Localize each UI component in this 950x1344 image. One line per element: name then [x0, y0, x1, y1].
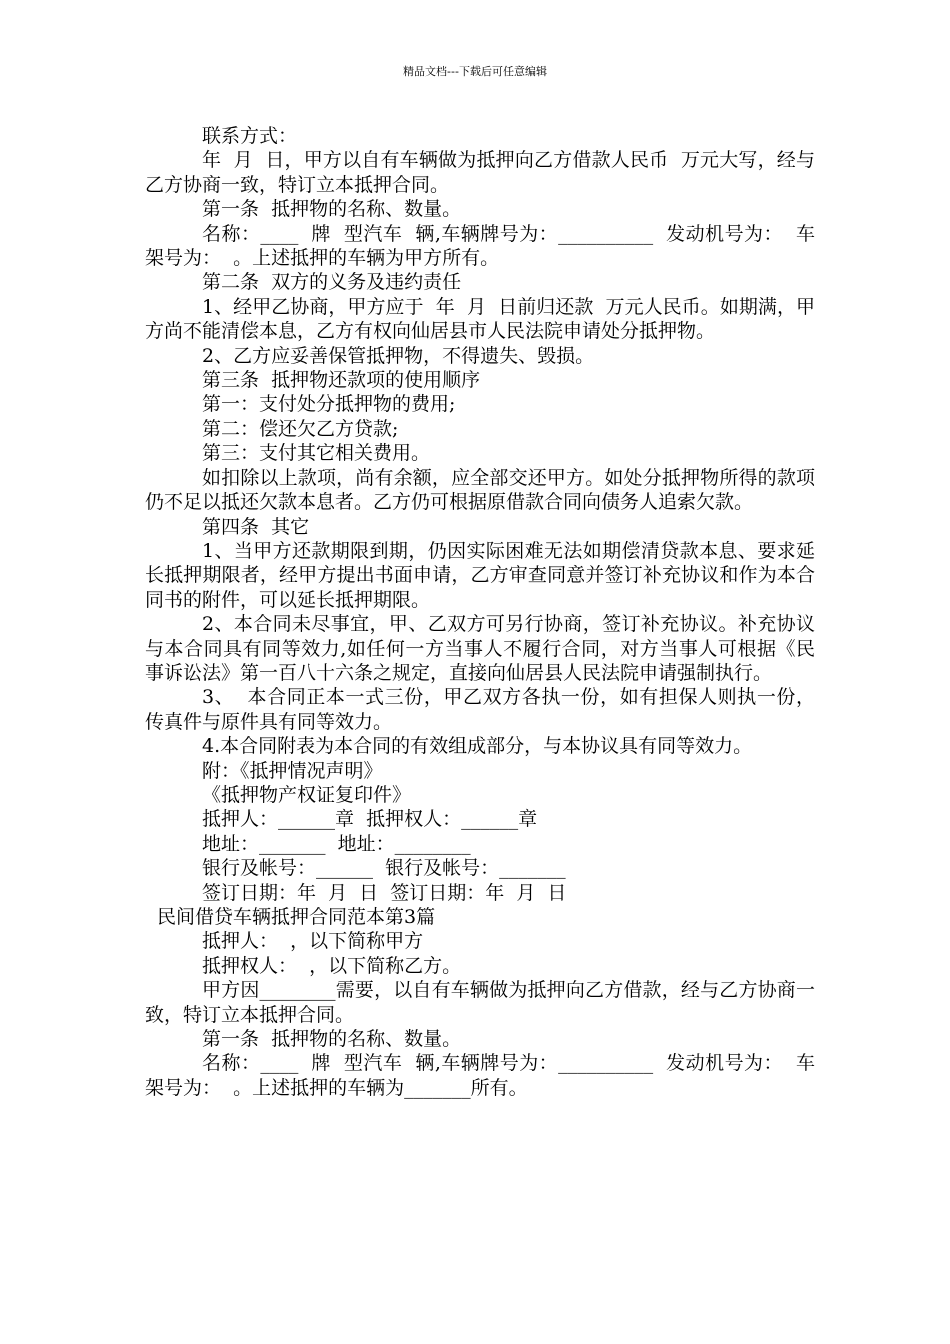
paragraph: 2、本合同未尽事宜，甲、乙双方可另行协商，签订补充协议。补充协议与本合同具有同等效力,如任何一方当事人不履行合同，对方当事人可根据《民事诉讼法》第一百八十六条之规定，直接向仙居县人民法院申请强制执行。	[145, 613, 815, 684]
paragraph: 2、乙方应妥善保管抵押物，不得遗失、毁损。	[202, 344, 595, 367]
section-title: 民间借贷车辆抵押合同范本第3篇	[157, 906, 436, 928]
document-body	[145, 124, 815, 1100]
paragraph: 《抵押物产权证复印件》	[202, 783, 412, 806]
paragraph: 第四条 其它	[202, 515, 310, 538]
paragraph: 名称：____ 牌 型汽车 辆,车辆牌号为：__________ 发动机号为： 车架号为： 。上述抵押的车辆为甲方所有。	[145, 222, 815, 270]
paragraph: 如扣除以上款项，尚有余额，应全部交还甲方。如处分抵押物所得的款项仍不足以抵还欠款本息者。乙方仍可根据原借款合同向债务人追索欠款。	[145, 466, 815, 514]
paragraph: 名称：____ 牌 型汽车 辆,车辆牌号为：__________ 发动机号为： 车架号为： 。上述抵押的车辆为_______所有。	[145, 1052, 815, 1099]
paragraph: 抵押人： ，以下简称甲方	[202, 930, 424, 953]
paragraph: 第一条 抵押物的名称、数量。	[202, 198, 462, 221]
paragraph: 银行及帐号：______ 银行及帐号：_______	[202, 857, 566, 880]
paragraph: 抵押权人： ，以下简称乙方。	[202, 954, 462, 977]
paragraph: 第一条 抵押物的名称、数量。	[202, 1028, 462, 1051]
paragraph: 抵押人：______章 抵押权人：______章	[202, 808, 538, 831]
paragraph: 地址：_______ 地址：________	[202, 832, 471, 855]
paragraph: 第一：支付处分抵押物的费用;	[202, 393, 456, 416]
paragraph: 附：《抵押情况声明》	[202, 759, 383, 782]
paragraph: 第三：支付其它相关费用。	[202, 442, 431, 465]
paragraph: 年 月 日，甲方以自有车辆做为抵押向乙方借款人民币 万元大写，经与乙方协商一致，特订立本抵押合同。	[145, 149, 815, 196]
paragraph: 签订日期：年 月 日 签订日期：年 月 日	[202, 881, 567, 904]
paragraph: 甲方因________需要，以自有车辆做为抵押向乙方借款，经与乙方协商一致，特订立本抵押合同。	[145, 979, 815, 1026]
paragraph: 第二：偿还欠乙方贷款;	[202, 417, 399, 440]
paragraph: 第二条 双方的义务及违约责任	[202, 271, 462, 294]
paragraph: 1、当甲方还款期限到期，仍因实际困难无法如期偿清贷款本息、要求延长抵押期限者，经甲方提出书面申请，乙方审查同意并签订补充协议和作为本合同书的附件，可以延长抵押期限。	[145, 539, 815, 611]
paragraph: 联系方式：	[202, 125, 298, 147]
paragraph: 1、经甲乙协商，甲方应于 年 月 日前归还款 万元人民币。如期满，甲方尚不能清偿本息，乙方有权向仙居县市人民法院申请处分抵押物。	[145, 295, 815, 343]
page-header: 精品文档---下载后可任意编辑	[403, 65, 547, 78]
paragraph: 4.本合同附表为本合同的有效组成部分，与本协议具有同等效力。	[202, 735, 753, 758]
paragraph: 第三条 抵押物还款项的使用顺序	[202, 369, 481, 392]
paragraph: 3、 本合同正本一式三份，甲乙双方各执一份，如有担保人则执一份，传真件与原件具有同等效力。	[145, 686, 815, 733]
